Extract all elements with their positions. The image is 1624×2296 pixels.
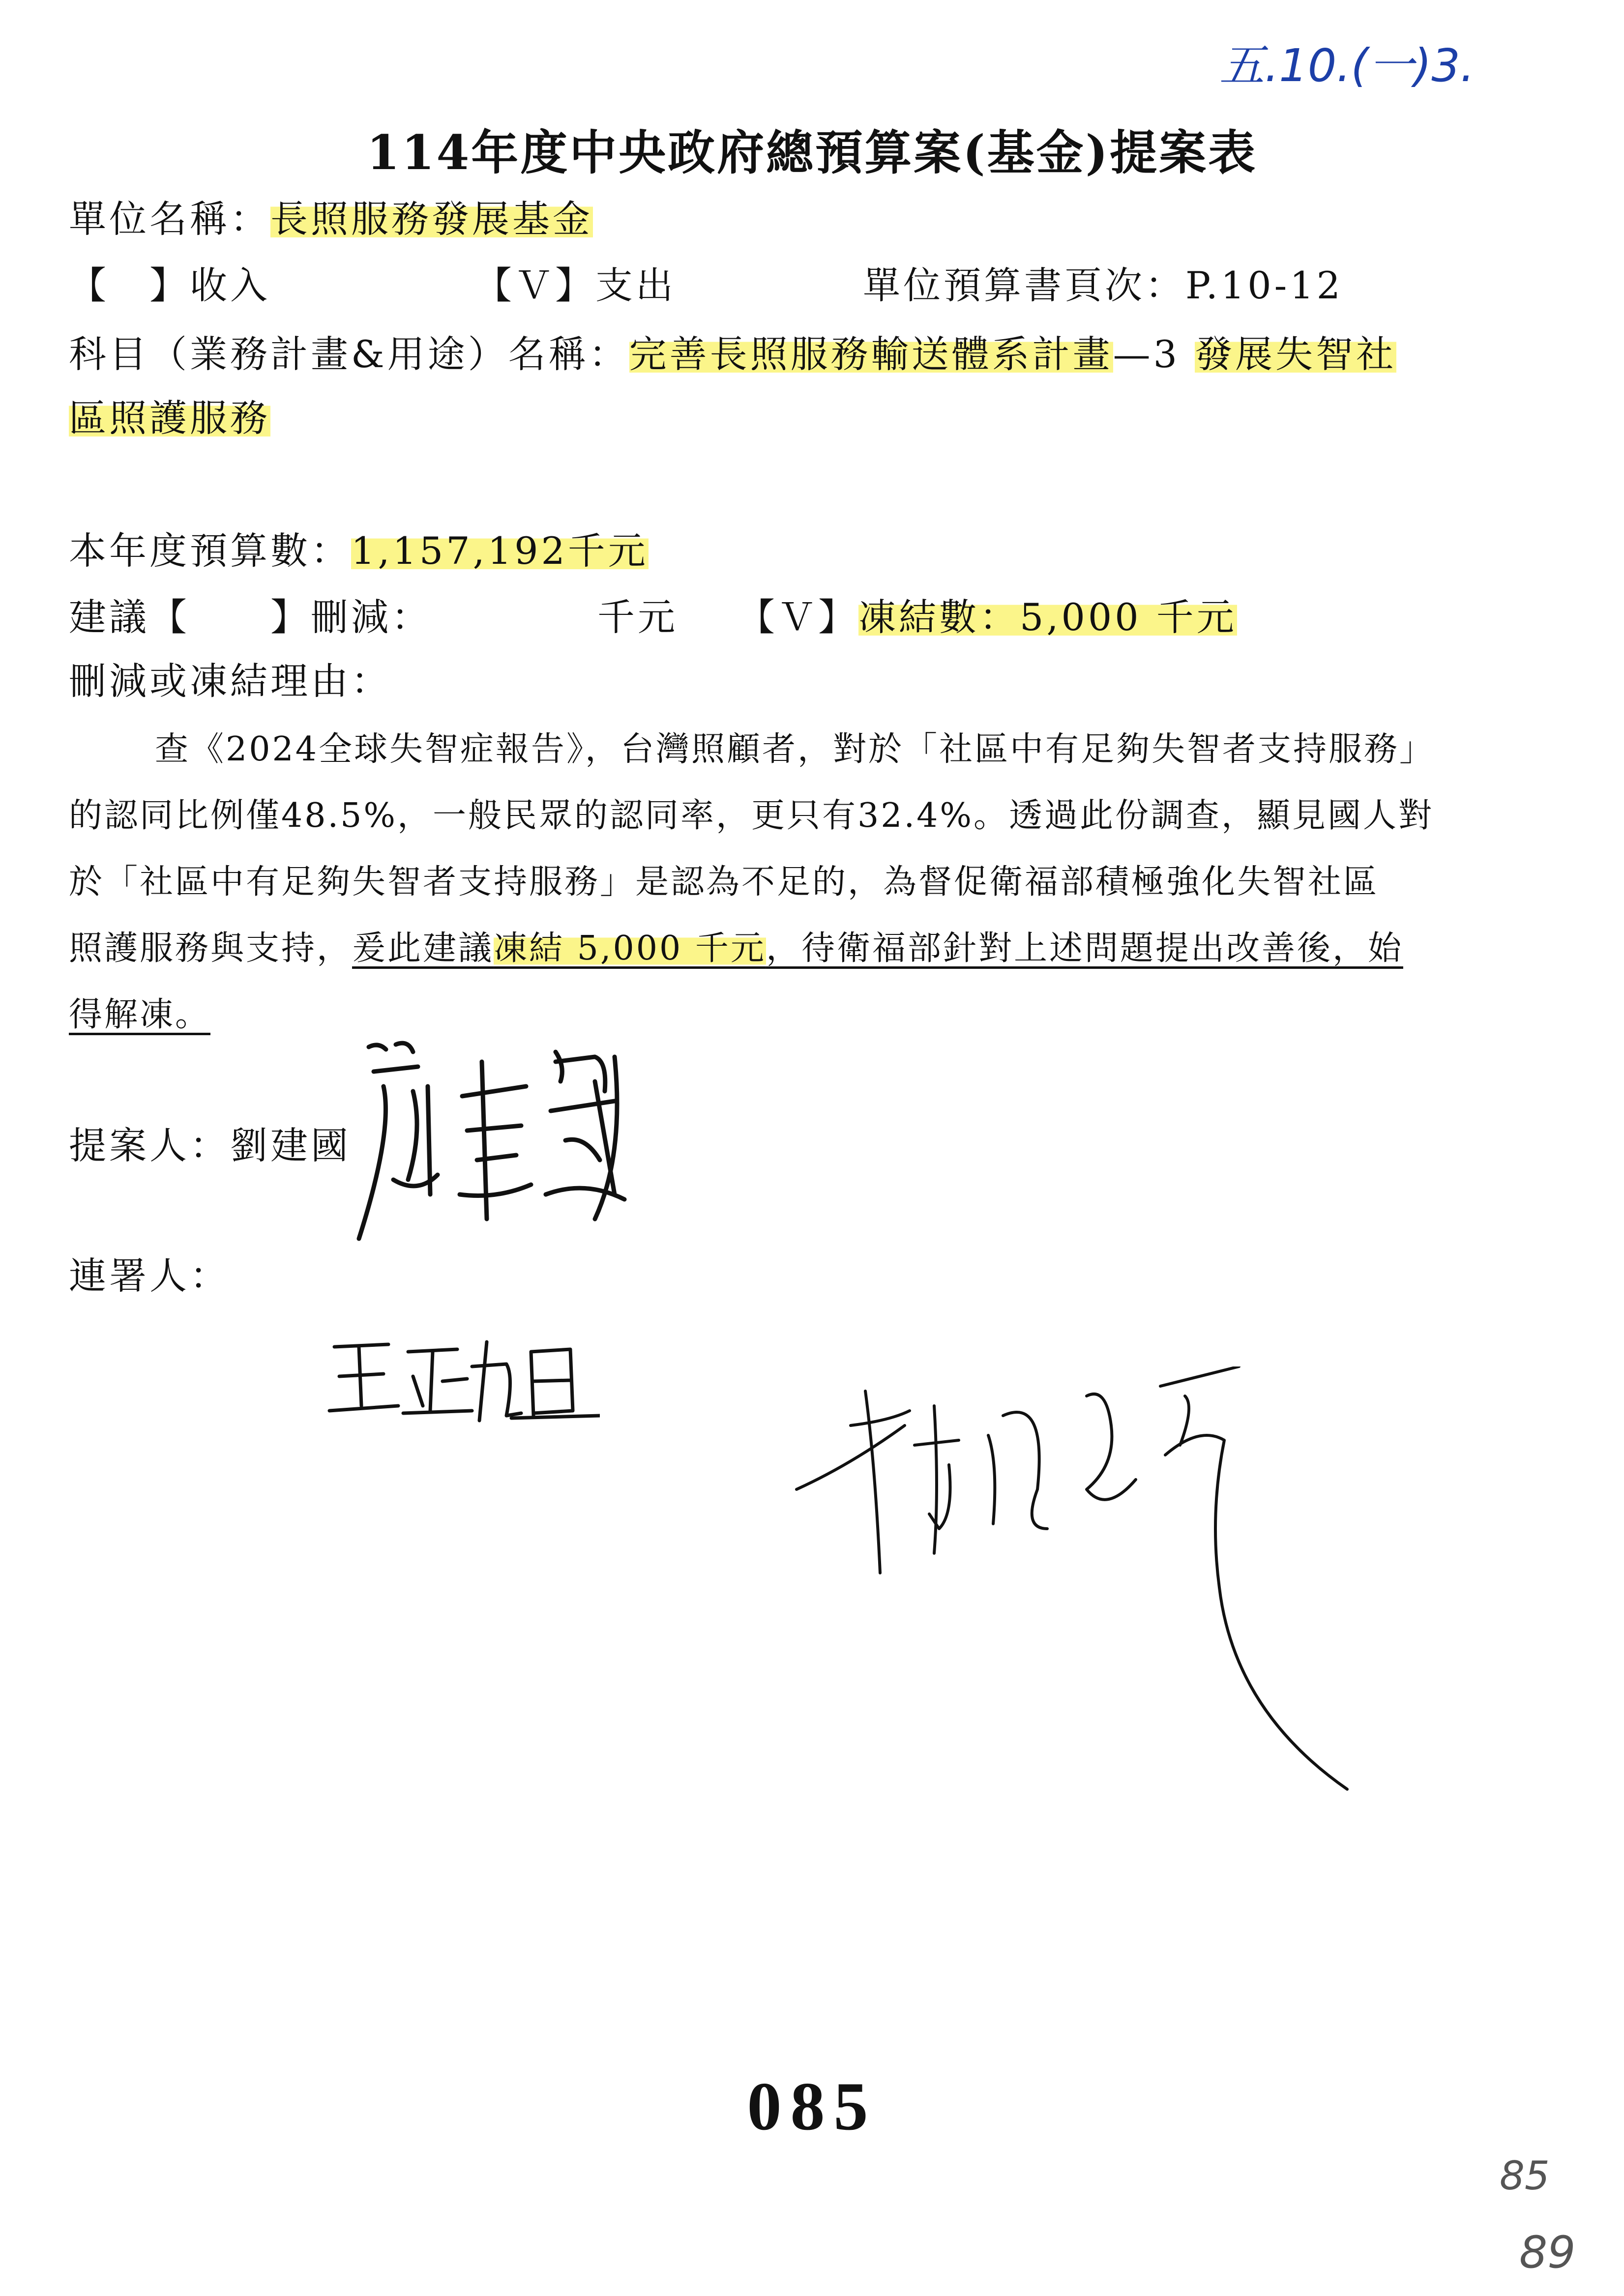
header-note: 五.10.(一)3. (1219, 39, 1475, 92)
subject-item-part1: 發展失智社 (1195, 332, 1397, 376)
corner-note-1: 85 (1500, 2153, 1550, 2199)
budget-value: 1,157,192千元 (351, 529, 649, 573)
proposer-row (69, 1116, 351, 1169)
freeze-checkbox: 【Ｖ】 (738, 595, 858, 639)
subject-plan: 完善長照服務輸送體系計畫 (629, 332, 1113, 376)
cosigner-signature-2 (792, 1366, 1362, 1809)
reason-line-4 (69, 922, 1403, 969)
proposer-name: 劉建國 (230, 1124, 351, 1167)
reason-line-3: 於「社區中有足夠失智者支持服務」是認為不足的，為督促衛福部積極強化失智社區 (69, 863, 1379, 901)
subject-dash: —3 (1113, 332, 1181, 376)
page-ref-value: P.10-12 (1185, 263, 1343, 307)
reason-line-4-proposal: 爰此建議 (352, 929, 494, 968)
reason-line-4-freeze: 凍結 5,000 千元 (494, 929, 766, 968)
budget-row (69, 521, 649, 575)
subject-row-2 (69, 388, 270, 442)
unit-label: 單位名稱： (69, 197, 270, 241)
unit-row (69, 189, 593, 243)
subject-item-part2: 區照護服務 (69, 396, 270, 440)
reason-line-5: 得解凍。 (69, 995, 211, 1034)
corner-note-2: 89 (1519, 2227, 1576, 2278)
reason-label: 刪減或凍結理由： (69, 659, 391, 703)
expense-checkbox: 【Ｖ】支出 (474, 263, 676, 307)
budget-label: 本年度預算數： (69, 529, 351, 573)
reason-line-1: 查《2024全球失智症報告》，台灣照顧者，對於「社區中有足夠失智者支持服務」 (155, 730, 1435, 769)
proposal-freeze (738, 587, 1237, 641)
page-title: 114年度中央政府總預算案(基金)提案表 (366, 125, 1258, 180)
freeze-amount: 凍結數：5,000 千元 (858, 595, 1237, 639)
page-ref (863, 256, 1343, 309)
subject-row (69, 324, 1396, 378)
unit-value: 長照服務發展基金 (270, 197, 593, 241)
proposer-label: 提案人： (69, 1124, 230, 1167)
page-number: 085 (747, 2068, 877, 2145)
proposal-cut: 建議【 】刪減： (69, 595, 432, 639)
subject-label: 科目（業務計畫&用途）名稱： (69, 332, 629, 376)
cosigner-label: 連署人： (69, 1254, 230, 1298)
page-ref-label: 單位預算書頁次： (863, 263, 1185, 307)
reason-line-4-start: 照護服務與支持， (69, 929, 353, 968)
income-checkbox: 【 】收入 (69, 263, 270, 307)
proposal-unit: 千元 (597, 595, 678, 639)
proposer-signature (339, 1032, 733, 1258)
cosigner-signature-1 (325, 1332, 600, 1430)
reason-line-2: 的認同比例僅48.5%，一般民眾的認同率，更只有32.4%。透過此份調查，顯見國人對 (69, 796, 1434, 835)
reason-line-4-condition: ，待衛福部針對上述問題提出改善後，始 (766, 929, 1403, 968)
